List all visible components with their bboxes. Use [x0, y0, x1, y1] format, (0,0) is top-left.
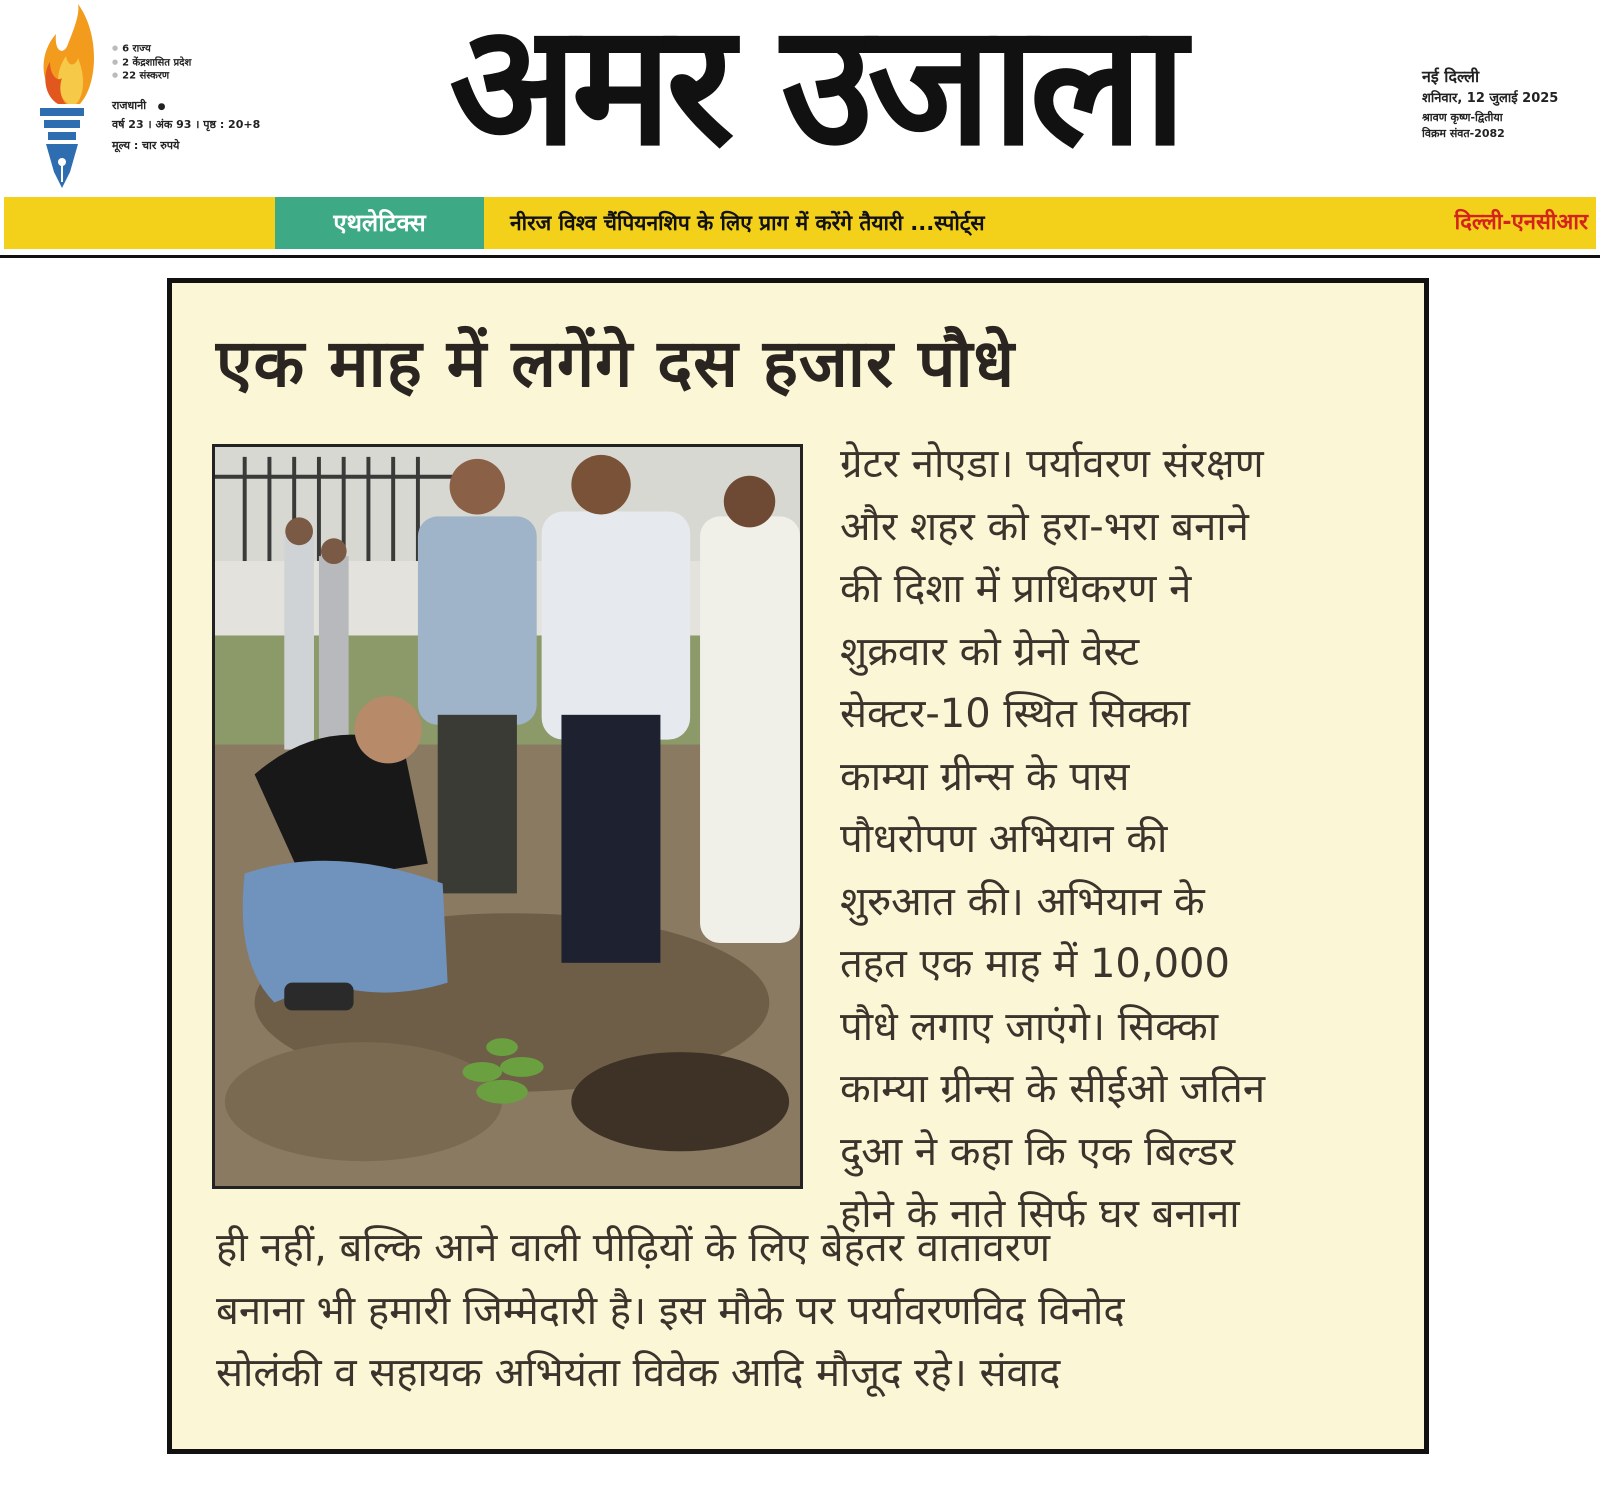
article-line: की दिशा में प्राधिकरण ने [840, 566, 1192, 612]
masthead [0, 0, 1600, 195]
news-clipping [167, 278, 1429, 1454]
article-line: बनाना भी हमारी जिम्मेदारी है। इस मौके पर पर्यावरणविद विनोद [216, 1287, 1125, 1334]
hindu-date: श्रावण कृष्ण-द्वितीया [1422, 111, 1503, 124]
edition-meta [112, 42, 260, 154]
article-column-text [840, 433, 1400, 1246]
torch-pen-logo-icon [28, 4, 98, 189]
article-line: काम्या ग्रीन्स के सीईओ जतिन [840, 1066, 1266, 1112]
issue-date: शनिवार, 12 जुलाई 2025 [1422, 91, 1559, 106]
article-line: पौधरोपण अभियान की [840, 816, 1168, 862]
region-label: दिल्ली-एनसीआर [1454, 210, 1588, 235]
edition-city: नई दिल्ली [1422, 67, 1480, 86]
masthead-divider [0, 255, 1600, 258]
edition-states: ● 6 राज्य [112, 42, 260, 56]
article-line: दुआ ने कहा कि एक बिल्डर [840, 1128, 1236, 1175]
capital-label: राजधानी ● [112, 98, 166, 112]
plantation-photo [212, 444, 803, 1189]
article-line: सेक्टर-10 स्थित सिक्का [840, 691, 1190, 737]
ticker-headline[interactable]: नीरज विश्व चैंपियनशिप के लिए प्राग में करेंगे तैयारी ...स्पोर्ट्स [510, 211, 985, 235]
article-line: शुरुआत की। अभियान के [840, 878, 1205, 925]
plantation-photo-image [215, 447, 800, 1186]
article-line: तहत एक माह में 10,000 [840, 941, 1230, 987]
article-line: सोलंकी व सहायक अभियंता विवेक आदि मौजूद रहे। संवाद [216, 1350, 1061, 1396]
price-info: मूल्य : चार रुपये [112, 138, 180, 152]
article-line: ही नहीं, बल्कि आने वाली पीढ़ियों के लिए बेहतर वातावरण [216, 1225, 1051, 1271]
section-tag[interactable]: एथलेटिक्स [275, 197, 484, 249]
issue-info: वर्ष 23 । अंक 93 । पृष्ठ : 20+8 [112, 117, 261, 131]
edition-count: ● 22 संस्करण [112, 69, 260, 83]
headline-ticker [4, 197, 1596, 249]
newspaper-brand: अमर उजाला [449, 0, 1181, 183]
dateline [1422, 66, 1558, 142]
edition-uts: ● 2 केंद्रशासित प्रदेश [112, 56, 260, 70]
article-line: पौधे लगाए जाएंगे। सिक्का [840, 1003, 1219, 1050]
article-line: शुक्रवार को ग्रेनो वेस्ट [840, 628, 1140, 675]
article-line: काम्या ग्रीन्स के पास [840, 753, 1130, 800]
article-line: होने के नाते सिर्फ घर बनाना [840, 1191, 1240, 1237]
article-headline: एक माह में लगेंगे दस हजार पौधे [216, 325, 1016, 402]
article-line: ग्रेटर नोएडा। पर्यावरण संरक्षण [840, 441, 1264, 487]
vikram-samvat: विक्रम संवत-2082 [1422, 127, 1505, 140]
article-full-width-text [216, 1217, 1406, 1405]
article-line: और शहर को हरा-भरा बनाने [840, 503, 1249, 550]
